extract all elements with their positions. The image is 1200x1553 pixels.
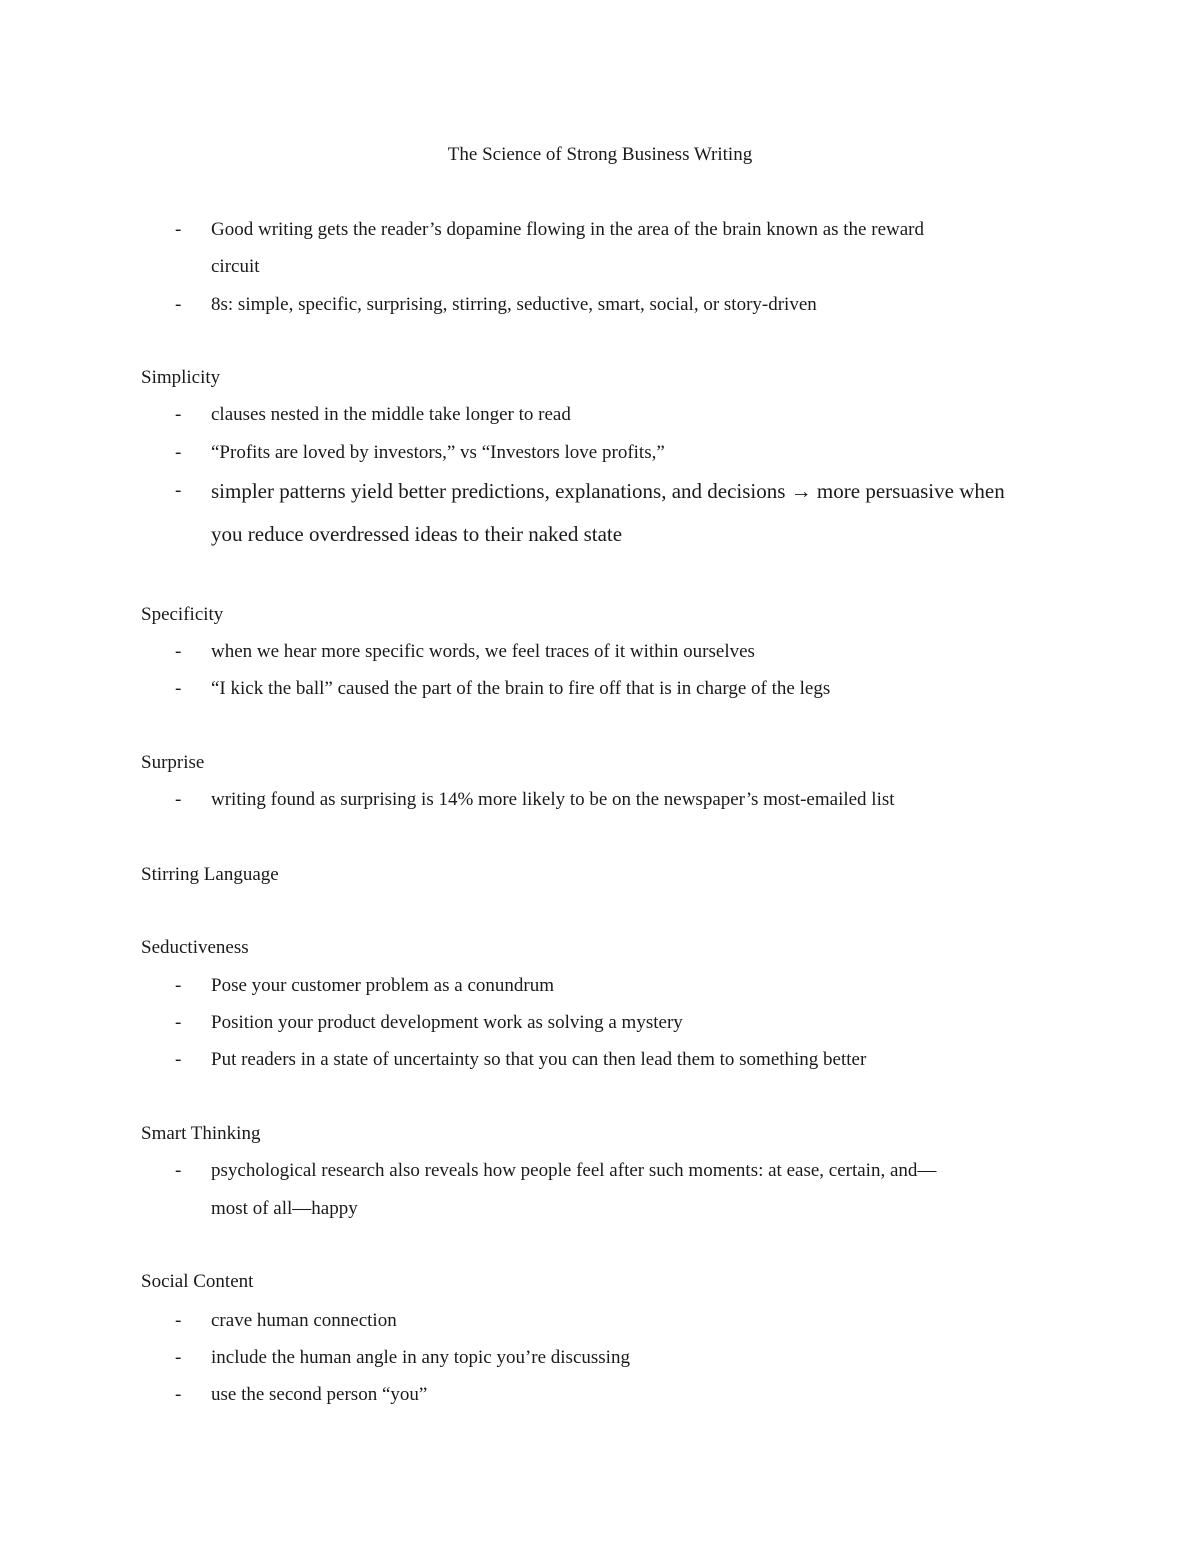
document-title: The Science of Strong Business Writing [447,144,753,165]
bullet-dash: - [175,1347,182,1368]
bullet-text: “Profits are loved by investors,” vs “Investors love profits,” [211,442,665,463]
bullet-text: when we hear more specific words, we feel traces of it within ourselves [211,641,755,662]
bullet-text-continuation: circuit [211,256,260,277]
bullet-dash: - [175,294,182,315]
section-heading-seductiveness: Seductiveness [141,937,249,958]
bullet-dash: - [175,789,182,810]
bullet-text: Good writing gets the reader’s dopamine flowing in the area of the brain known as the reward [211,219,924,240]
bullet-dash: - [175,975,182,996]
bullet-dash: - [175,219,182,240]
bullet-text: simpler patterns yield better predictions, explanations, and decisions → more persuasive when [211,479,1005,503]
bullet-dash: - [175,678,182,699]
bullet-dash: - [175,1384,182,1405]
bullet-text: use the second person “you” [211,1384,428,1405]
bullet-text: include the human angle in any topic you’re discussing [211,1347,630,1368]
section-heading-simplicity: Simplicity [141,367,221,388]
bullet-text: “I kick the ball” caused the part of the brain to fire off that is in charge of the legs [211,678,831,699]
bullet-dash: - [175,1012,182,1033]
bullet-dash: - [175,442,182,463]
section-heading-surprise: Surprise [141,752,205,773]
bullet-text: writing found as surprising is 14% more likely to be on the newspaper’s most-emailed list [211,789,895,810]
section-heading-stirring-language: Stirring Language [141,864,279,885]
section-heading-smart-thinking: Smart Thinking [141,1123,261,1144]
bullet-text: Position your product development work as solving a mystery [211,1012,683,1033]
bullet-dash: - [175,1049,182,1070]
bullet-text: Put readers in a state of uncertainty so that you can then lead them to something better [211,1049,867,1070]
bullet-text: clauses nested in the middle take longer to read [211,404,571,425]
bullet-text-continuation: you reduce overdressed ideas to their naked state [211,522,623,546]
bullet-dash: - [175,1310,182,1331]
bullet-dash: - [175,404,182,425]
bullet-text: 8s: simple, specific, surprising, stirring, seductive, smart, social, or story-driven [211,294,817,315]
section-heading-specificity: Specificity [141,604,224,625]
bullet-text: psychological research also reveals how people feel after such moments: at ease, certain, and— [211,1160,937,1181]
bullet-dash: - [175,1160,182,1181]
bullet-dash: - [175,641,182,662]
section-heading-social-content: Social Content [141,1271,254,1292]
bullet-text: Pose your customer problem as a conundrum [211,975,554,996]
bullet-text-continuation: most of all—happy [211,1198,358,1219]
bullet-dash: - [175,480,182,501]
bullet-text: crave human connection [211,1310,397,1331]
